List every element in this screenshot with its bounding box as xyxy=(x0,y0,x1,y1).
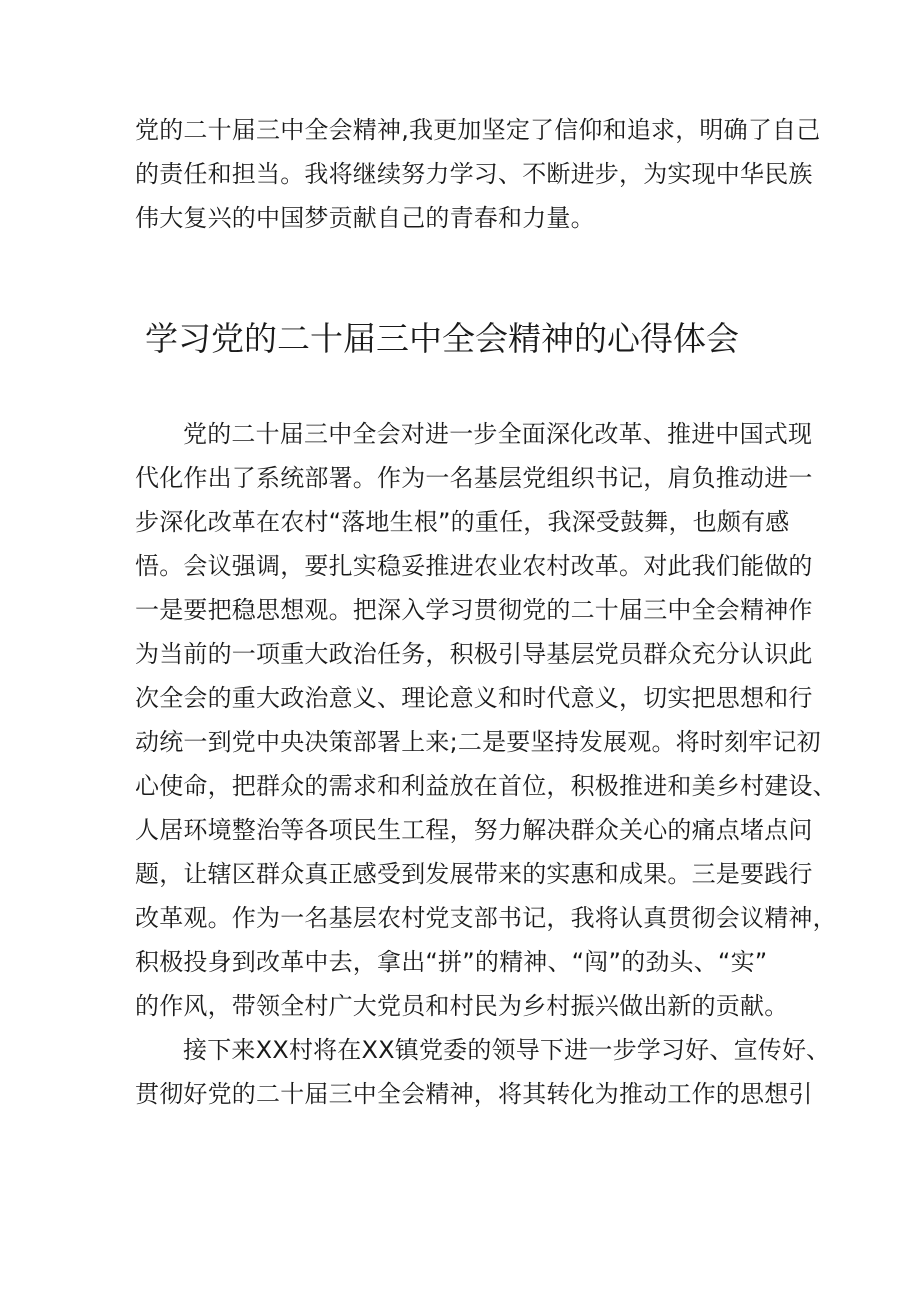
text-line: 接下来XX村将在XX镇党委的领导下进一步学习好、宣传好、 xyxy=(183,1036,831,1064)
article-title: 学习党的二十届三中全会精神的心得体会 xyxy=(145,319,739,358)
text-line: 动统一到党中央决策部署上来;二是要坚持发展观。将时刻牢记初 xyxy=(135,728,821,756)
text-line: 改革观。作为一名基层农村党支部书记，我将认真贯彻会议精神， xyxy=(135,904,837,932)
text-line: 悟。会议强调，要扎实稳妥推进农业农村改革。对此我们能做的 xyxy=(135,552,813,580)
text-line: 一是要把稳思想观。把深入学习贯彻党的二十届三中全会精神作 xyxy=(135,596,813,624)
text-line: 人居环境整治等各项民生工程，努力解决群众关心的痛点堵点问 xyxy=(135,816,813,844)
text-line: 积极投身到改革中去，拿出“拼”的精神、“闯”的劲头、“实” xyxy=(135,948,768,976)
text-line: 代化作出了系统部署。作为一名基层党组织书记，肩负推动进一 xyxy=(135,464,813,492)
text-line: 次全会的重大政治意义、理论意义和时代意义，切实把思想和行 xyxy=(135,684,813,712)
article-body xyxy=(135,412,837,1116)
text-line: 步深化改革在农村“落地生根”的重任，我深受鼓舞，也颇有感 xyxy=(135,508,790,536)
text-line: 伟大复兴的中国梦贡献自己的青春和力量。 xyxy=(135,204,595,232)
text-line: 贯彻好党的二十届三中全会精神，将其转化为推动工作的思想引 xyxy=(135,1080,813,1108)
continuation-paragraph xyxy=(135,108,821,240)
text-line: 的作风，带领全村广大党员和村民为乡村振兴做出新的贡献。 xyxy=(135,992,789,1020)
text-line: 的责任和担当。我将继续努力学习、不断进步，为实现中华民族 xyxy=(135,160,813,188)
text-line: 党的二十届三中全会对进一步全面深化改革、推进中国式现 xyxy=(183,420,813,448)
text-line: 党的二十届三中全会精神,我更加坚定了信仰和追求，明确了自己 xyxy=(135,116,821,144)
text-line: 为当前的一项重大政治任务，积极引导基层党员群众充分认识此 xyxy=(135,640,813,668)
text-line: 心使命，把群众的需求和利益放在首位，积极推进和美乡村建设、 xyxy=(135,772,837,800)
text-line: 题，让辖区群众真正感受到发展带来的实惠和成果。三是要践行 xyxy=(135,860,813,888)
